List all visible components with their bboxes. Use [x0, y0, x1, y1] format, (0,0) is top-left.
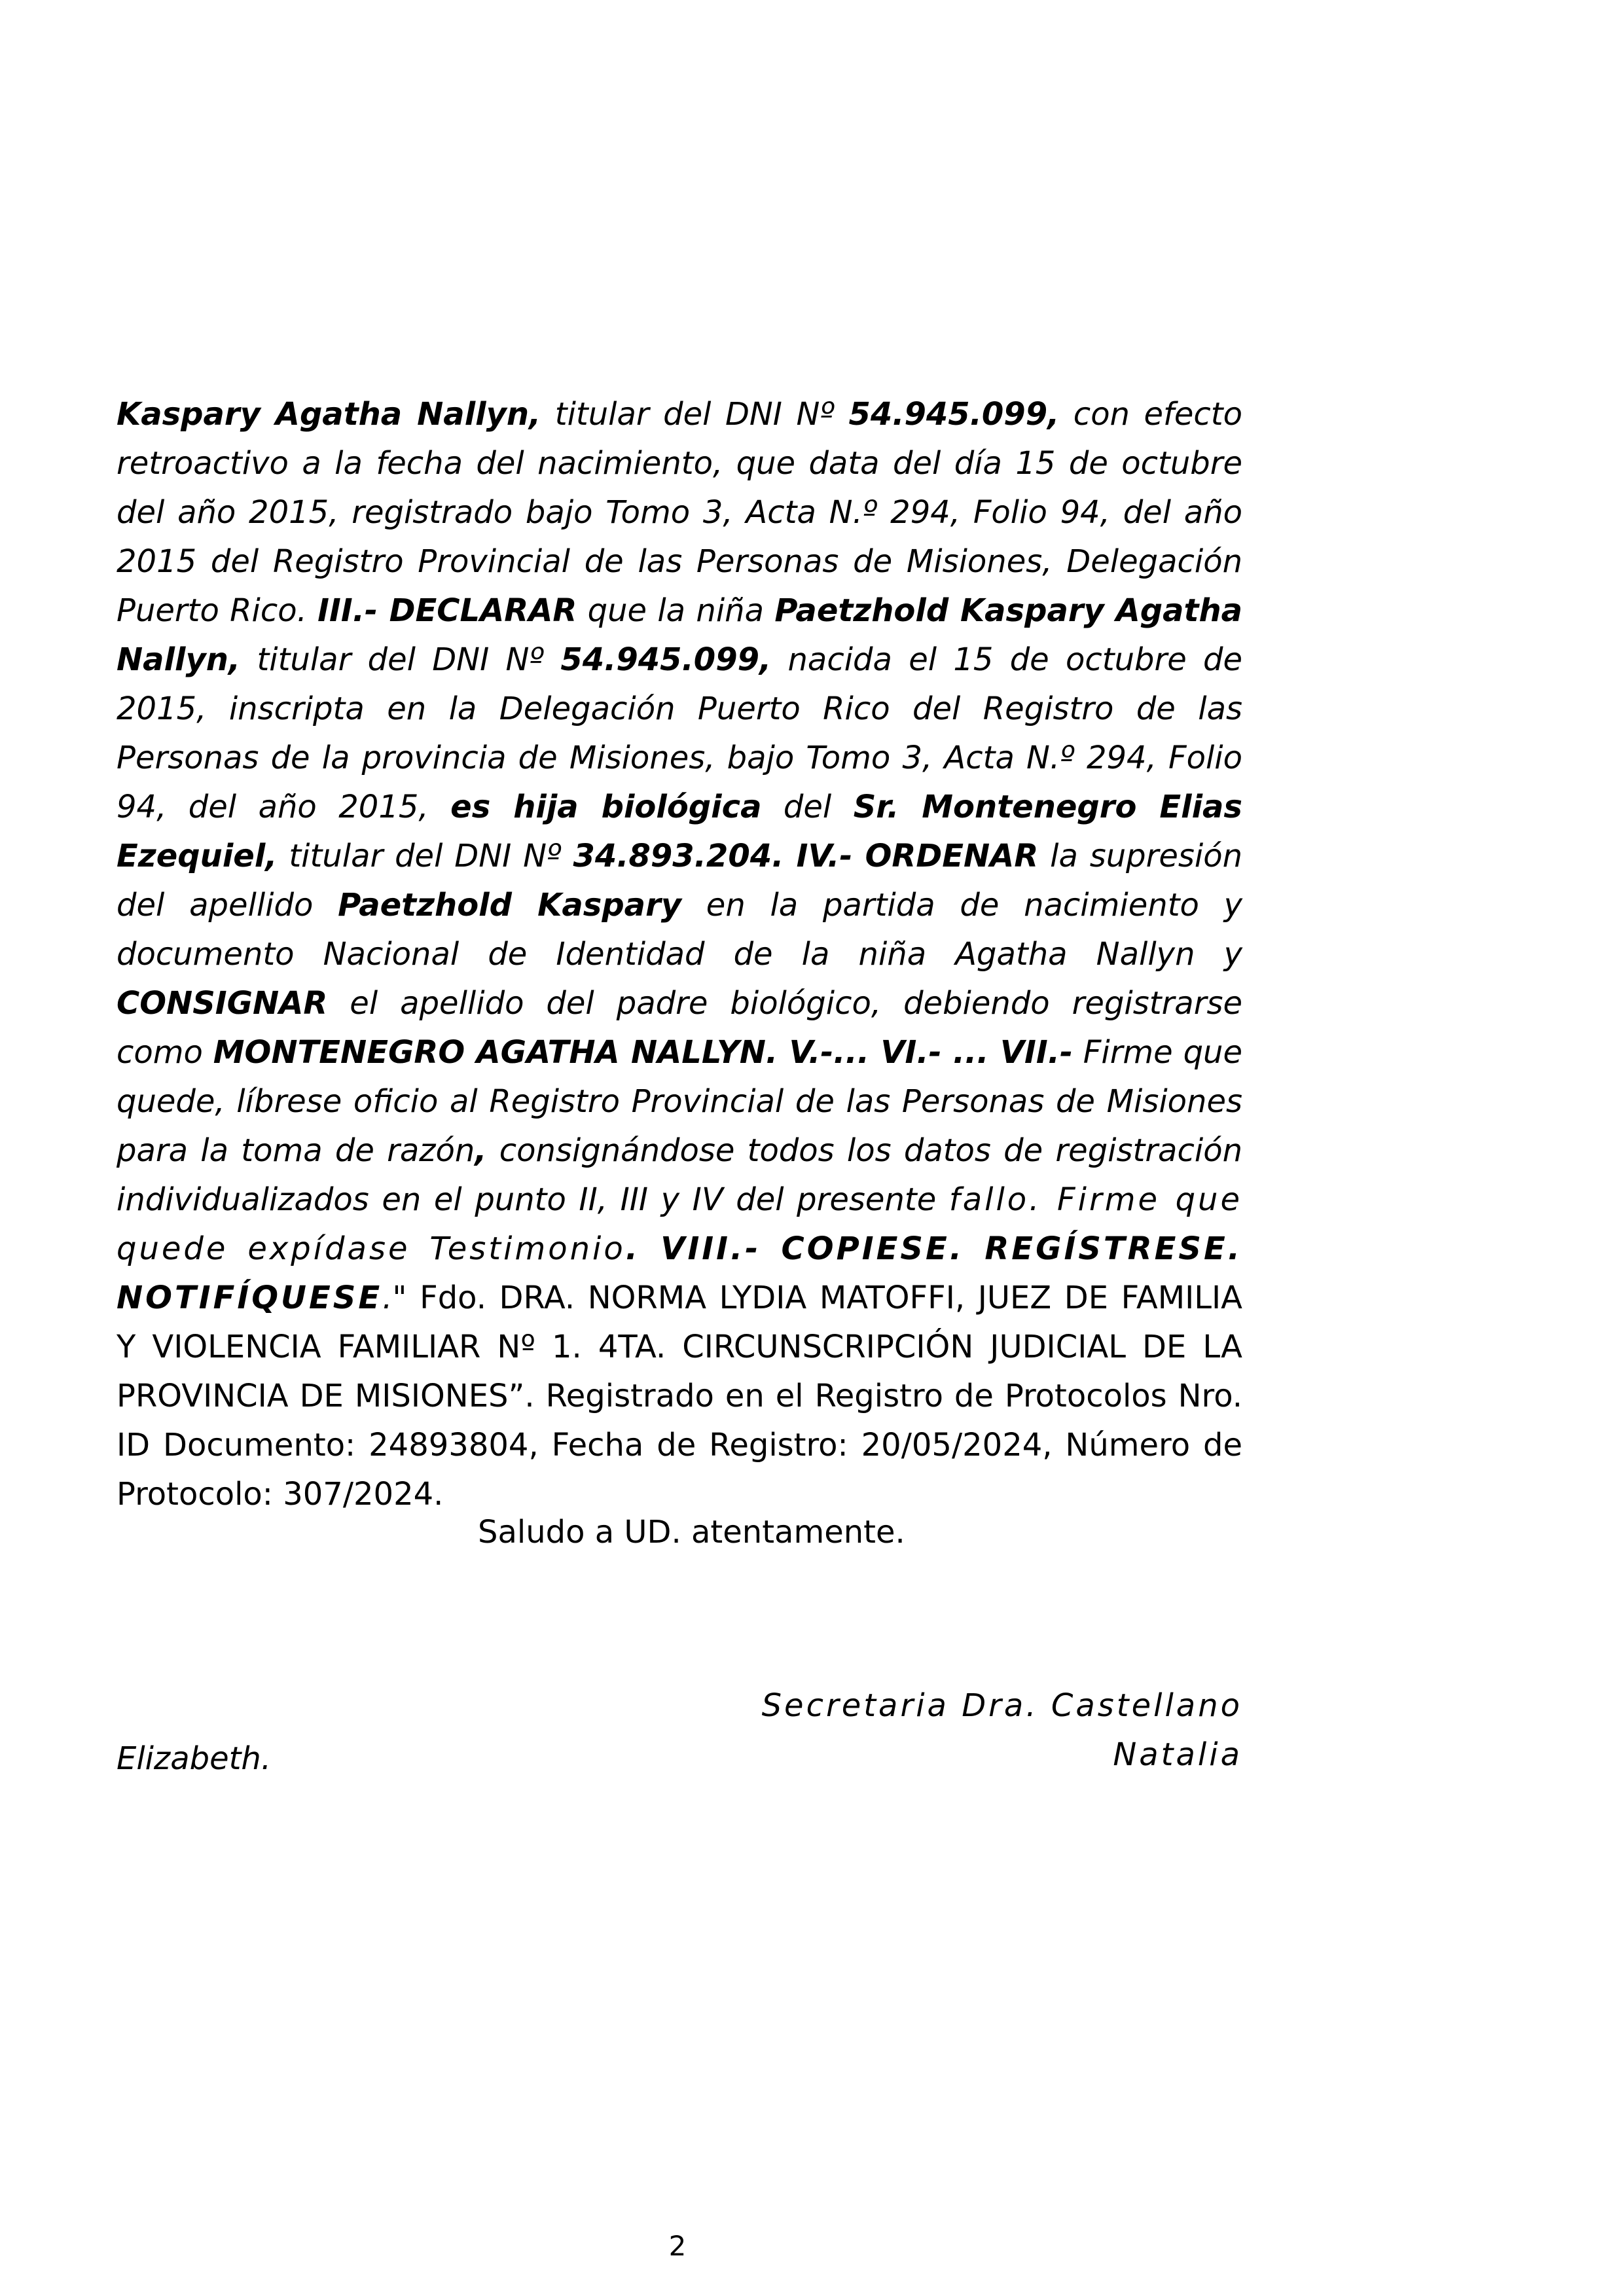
body-text-run: la supresión del apellido: [117, 838, 1243, 924]
body-text-run: . VIII.- COPIESE. REGÍSTRESE. NOTIFÍQUESE: [117, 1230, 1242, 1316]
body-text-run: 54.945.099,: [848, 396, 1060, 433]
body-text-run: consignándose todos los datos de registración individualizados en el punto II, III y IV del presente: [117, 1132, 1242, 1218]
signature-line: Secretaria Dra. Castellano Natalia: [761, 1687, 1242, 1773]
body-text-run: que la niña: [577, 592, 775, 629]
body-text-run: " Fdo. DRA. NORMA LYDIA MATOFFI, JUEZ DE FAMILIA Y VIOLENCIA FAMILIAR Nº 1. 4TA. CIRCUNSCRIPCIÓN JUDICIAL DE LA PROVINCIA DE MISIONES”. Registrado en el Registro de Protocolos Nro. ID Documento: 24893804, Fecha de Registro: 20/05/2024, Número de Protocolo: 307/2024.: [117, 1280, 1242, 1513]
body-text-run: es hija biológica: [450, 789, 762, 825]
body-text-run: CONSIGNAR: [117, 985, 328, 1022]
body-text-run: del: [761, 789, 854, 825]
body-text-run: titular del DNI Nº: [541, 396, 849, 433]
resolution-body-paragraph: [117, 390, 1242, 1519]
body-text-run: nacida el 15 de octubre de 2015, inscripta en la Delegación Puerto Rico del Registro de las Personas de la provincia de Misiones, bajo Tomo 3, Acta N.º 294, Folio 94, del año 2015,: [117, 641, 1243, 825]
body-text-run: 34.893.204. IV.- ORDENAR: [573, 838, 1039, 874]
closing-salutation: Saludo a UD. atentamente.: [478, 1514, 905, 1551]
page-number: 2: [668, 2230, 687, 2262]
body-text-run: Paetzhold Kaspary: [338, 887, 682, 924]
body-text-run: .: [382, 1280, 393, 1316]
body-text-run: con efecto retroactivo a la fecha del nacimiento, que data del día 15 de octubre del año 2015, registrado bajo Tomo 3, Acta N.º 294, Folio 94, del año 2015 del Registro Provincial de las Personas de Misiones, Delegación Puerto Rico.: [117, 396, 1242, 629]
body-text-run: 54.945.099,: [560, 641, 772, 678]
body-text-run: Kaspary Agatha Nallyn,: [117, 396, 541, 433]
body-text-run: Paetzhold Kaspary Agatha Nallyn,: [117, 592, 1243, 678]
body-text-run: Firme que quede, líbrese oficio al Registro Provincial de las Personas de Misiones para la toma de razón: [117, 1034, 1243, 1169]
body-text-run: titular del DNI Nº: [240, 641, 561, 678]
body-text-run: III.- DECLARAR: [317, 592, 577, 629]
body-text-run: ,: [475, 1132, 487, 1169]
body-text-run: MONTENEGRO AGATHA NALLYN. V.-... VI.- ... VII.-: [213, 1034, 1073, 1071]
body-text-run: titular del DNI Nº: [277, 838, 573, 874]
body-text-run: fallo. Firme que quede expídase Testimonio: [117, 1181, 1242, 1267]
signature-line-continued: Elizabeth.: [117, 1740, 272, 1777]
body-text-run: Sr. Montenegro Elias Ezequiel,: [117, 789, 1243, 874]
body-text-run: el apellido del padre biológico, debiendo registrarse como: [117, 985, 1242, 1071]
body-text-run: en la partida de nacimiento y documento Nacional de Identidad de la niña Agatha Nallyn y: [117, 887, 1243, 973]
